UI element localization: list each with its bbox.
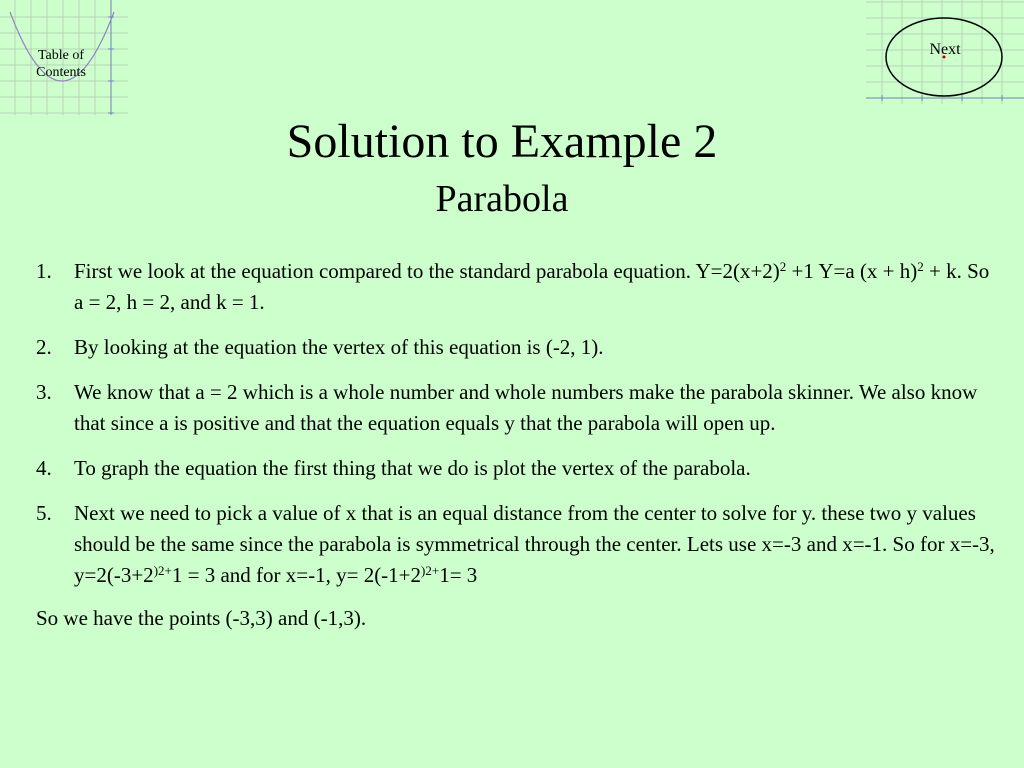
step-text-part: +1 Y=a (x + h) [786,259,918,283]
step-text-part: 1 = 3 and for x=-1, y= 2(-1+2 [171,563,422,587]
step-text: We know that a = 2 which is a whole number and whole numbers make the parabola skinner. We also know that since a is positive and that the equation equals y that the parabola will open up. [74,380,978,435]
step-number: 4. [36,456,52,480]
step-text [74,256,996,318]
step-number: 3. [36,380,52,404]
step-number: 2. [36,335,52,359]
exponent: 2 [917,259,924,274]
step-4 [36,453,996,484]
next-label: Next [929,41,961,58]
slide-subtitle: Parabola [435,178,569,220]
step-text: By looking at the equation the vertex of this equation is (-2, 1). [74,335,604,359]
exponent: 2 [779,259,787,274]
step-text: To graph the equation the first thing that we do is plot the vertex of the parabola. [74,456,751,480]
exponent: )2+ [153,563,172,578]
step-number: 1. [36,259,52,283]
step-text-part: 1= 3 [439,563,478,587]
exponent: )2+ [421,563,440,578]
step-text-part: + k. So a = 2, h = 2, and k = 1. [74,259,990,314]
step-1 [36,256,996,318]
next-link[interactable] [886,18,1004,98]
toc-label-line1: Table of [37,48,85,63]
step-number: 5. [36,501,52,525]
step-text-part: First we look at the equation compared to the standard parabola equation. Y=2(x+2) [74,259,780,283]
slide-title: Solution to Example 2 [286,115,718,168]
table-of-contents-link[interactable] [24,47,98,81]
step-text-part: Next we need to pick a value of x that is an equal distance from the center to solve for y. these two y values should be the same since the parabola is symmetrical through the center. Lets use x=-3 and x=-1. So for x=-3, y=2(-3+2 [74,501,995,587]
step-3 [36,377,996,439]
summary-text: So we have the points (-3,3) and (-1,3). [36,606,367,630]
step-2 [36,332,996,363]
solution-steps [36,256,996,634]
toc-label-line2: Contents [36,65,86,80]
step-text [74,498,996,591]
step-5 [36,498,996,591]
